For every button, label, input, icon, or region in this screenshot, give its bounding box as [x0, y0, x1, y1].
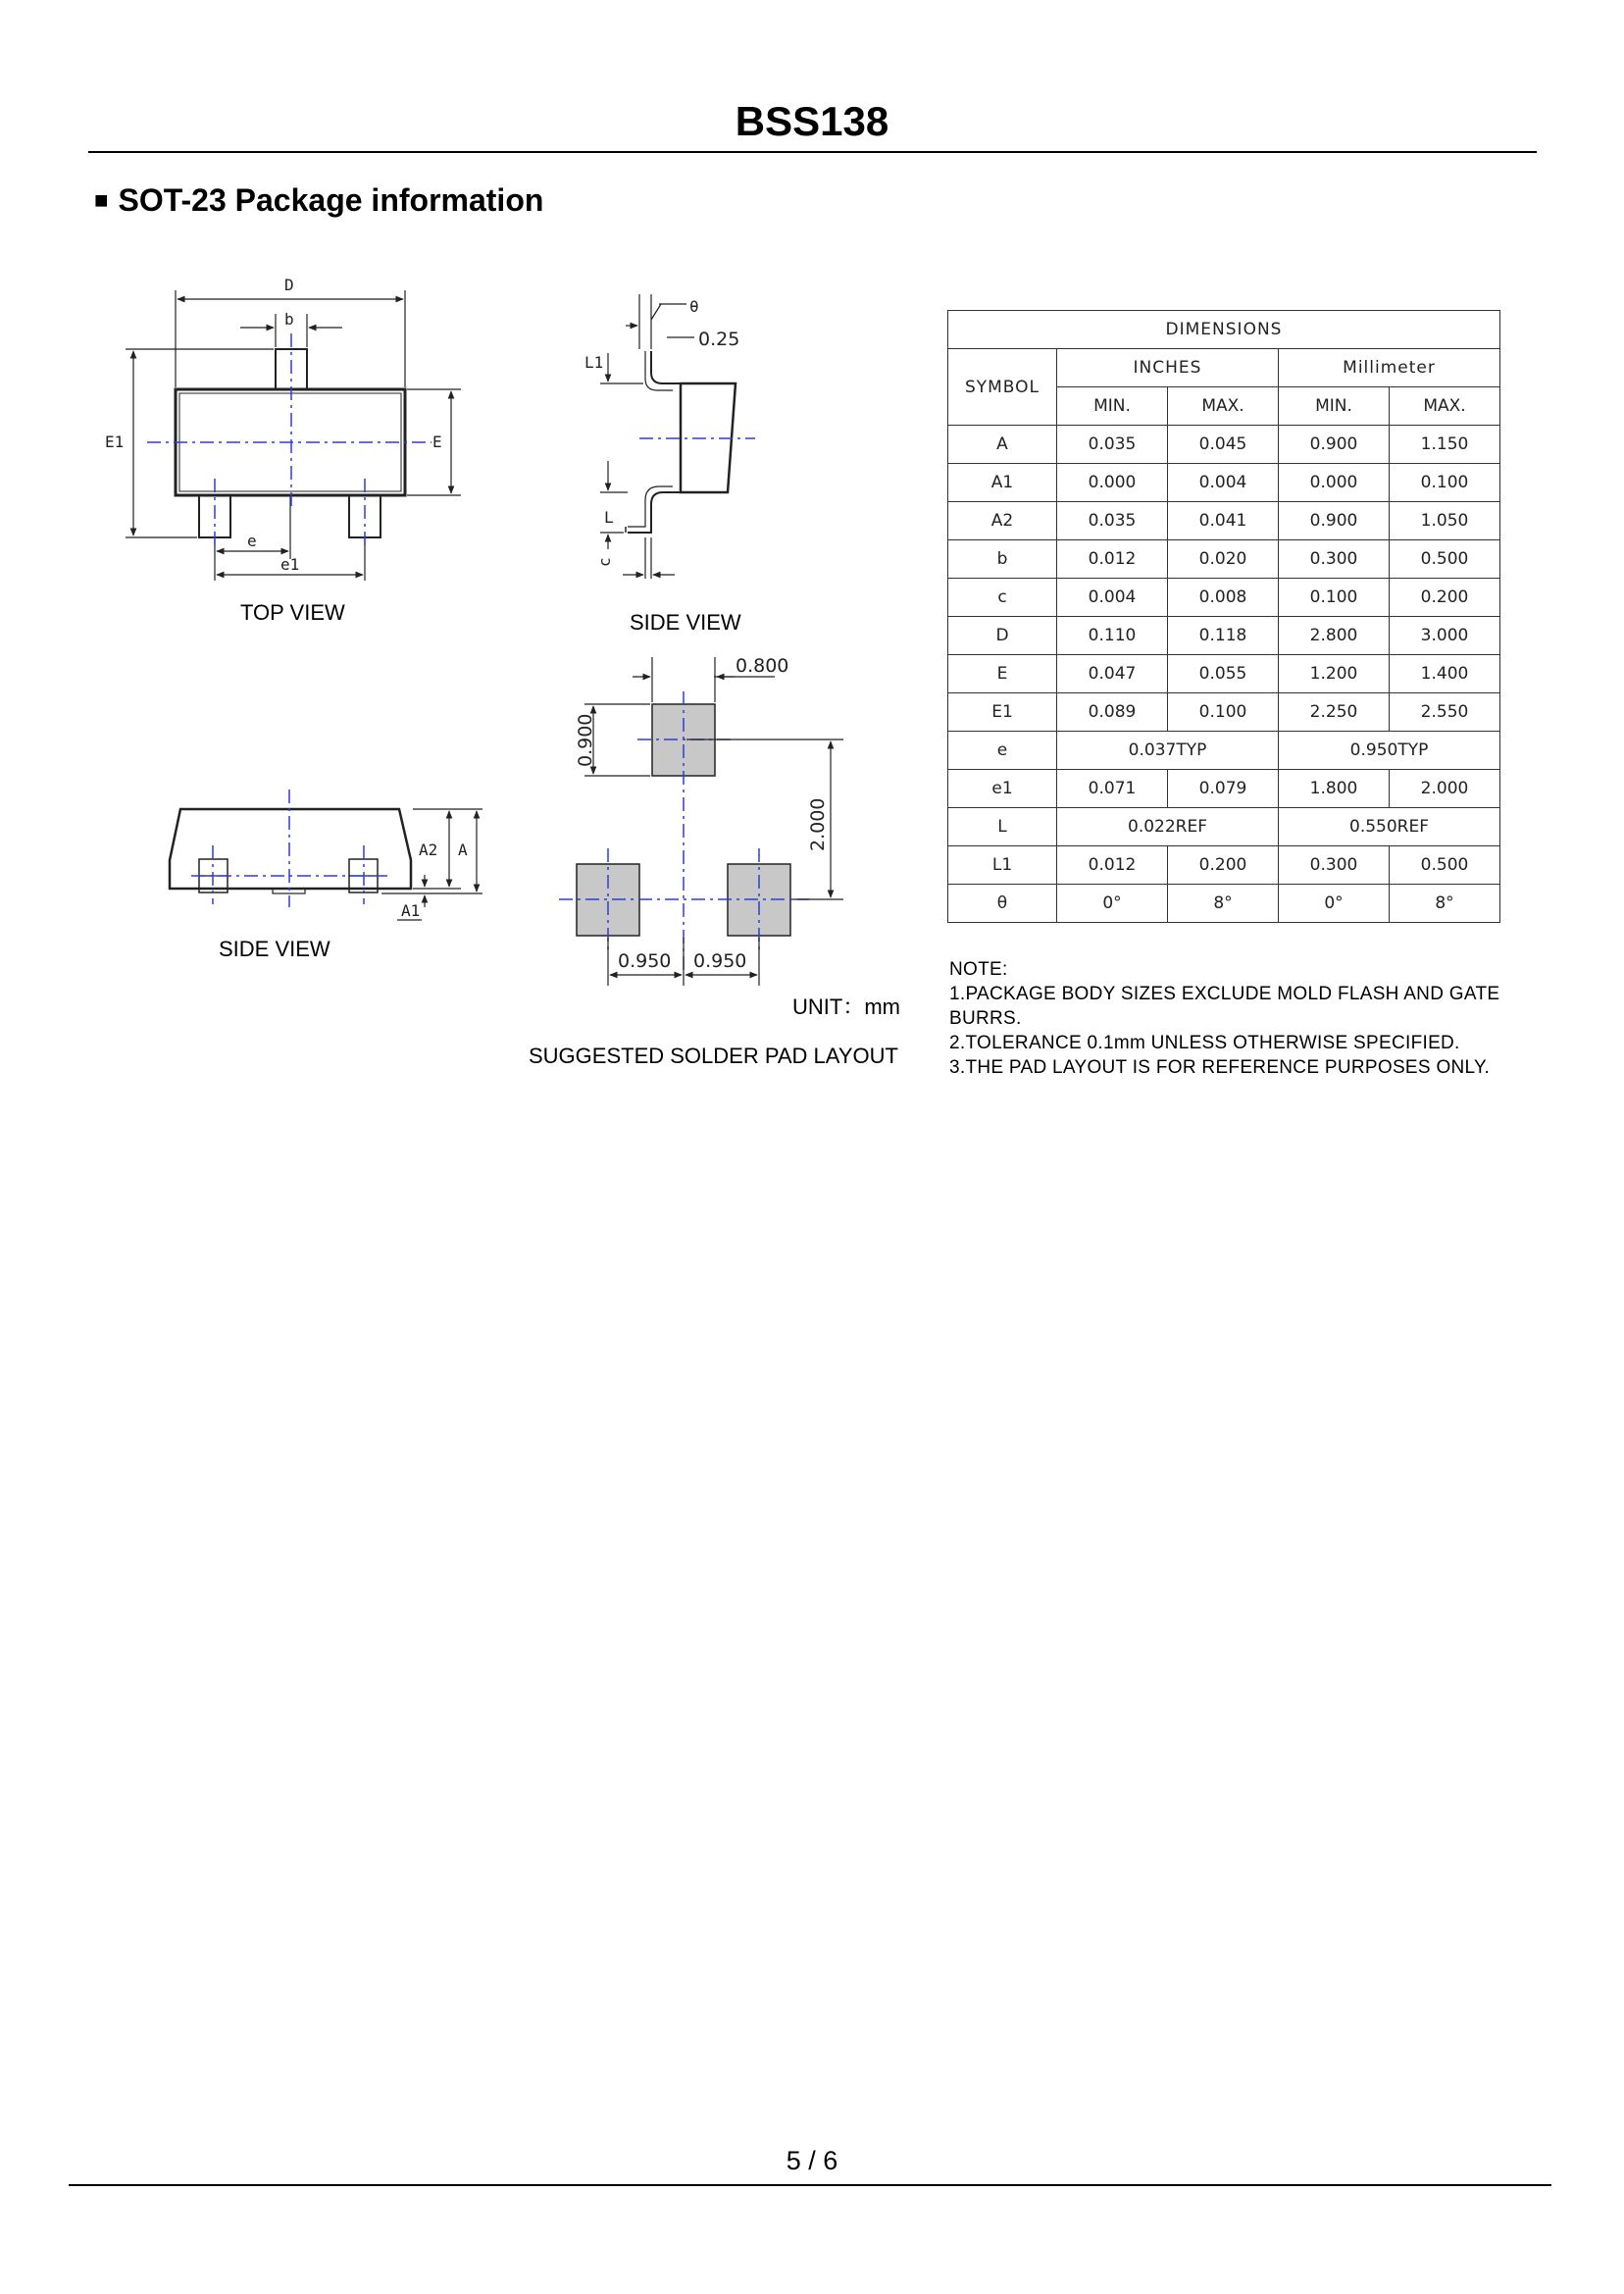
- mm-value-cell: 0.550REF: [1279, 808, 1500, 846]
- symbol-cell: E1: [948, 693, 1057, 732]
- inches-min-cell: 0.012: [1057, 846, 1168, 885]
- table-row: [948, 885, 1500, 923]
- side-view-label-a: A: [458, 841, 468, 859]
- mm-max-cell: 0.500: [1390, 846, 1500, 885]
- pad-pitch-left-dim: 0.950: [618, 950, 672, 972]
- symbol-cell: E: [948, 655, 1057, 693]
- inches-max-cell: 0.045: [1168, 426, 1279, 464]
- symbol-cell: e1: [948, 770, 1057, 808]
- symbol-cell: A1: [948, 464, 1057, 502]
- mm-max-cell: 1.400: [1390, 655, 1500, 693]
- top-view-centerlines: [147, 333, 431, 549]
- table-title: DIMENSIONS: [948, 311, 1500, 349]
- table-row: [948, 502, 1500, 540]
- footer-rule: [69, 2184, 1551, 2186]
- mm-min-cell: 0°: [1279, 885, 1390, 923]
- notes-title: NOTE:: [949, 959, 1008, 980]
- inches-max-cell: 0.200: [1168, 846, 1279, 885]
- top-view-label-b: b: [284, 310, 294, 329]
- millimeter-header: Millimeter: [1279, 349, 1500, 387]
- top-view-drawing: [126, 290, 461, 581]
- mm-min-cell: 0.900: [1279, 502, 1390, 540]
- symbol-header: SYMBOL: [948, 349, 1057, 426]
- mm-min-cell: 1.800: [1279, 770, 1390, 808]
- mm-value-cell: 0.950TYP: [1279, 732, 1500, 770]
- symbol-cell: b: [948, 540, 1057, 579]
- side-view-label-l1: L1: [584, 353, 604, 372]
- inches-min-cell: 0°: [1057, 885, 1168, 923]
- mm-min-cell: 0.300: [1279, 846, 1390, 885]
- inches-max-cell: 0.041: [1168, 502, 1279, 540]
- symbol-cell: e: [948, 732, 1057, 770]
- solder-pad-layout: [559, 657, 843, 986]
- inches-value-cell: 0.037TYP: [1057, 732, 1279, 770]
- side-view-label-gauge: 0.25: [698, 329, 740, 350]
- solder-pad-caption: SUGGESTED SOLDER PAD LAYOUT: [529, 1044, 898, 1068]
- mm-max-cell: 1.050: [1390, 502, 1500, 540]
- note-line-3: 2.TOLERANCE 0.1mm UNLESS OTHERWISE SPECIFIED.: [949, 1033, 1460, 1053]
- side-view-label-a2: A2: [419, 841, 438, 859]
- inches-max-cell: 0.079: [1168, 770, 1279, 808]
- table-row: [948, 693, 1500, 732]
- top-view-caption: TOP VIEW: [240, 600, 345, 625]
- table-row: [948, 464, 1500, 502]
- note-line-2: BURRS.: [949, 1008, 1022, 1029]
- symbol-cell: A: [948, 426, 1057, 464]
- table-row: [948, 770, 1500, 808]
- inches-max-cell: 0.100: [1168, 693, 1279, 732]
- top-view-label-e1-height: E1: [105, 433, 125, 451]
- package-drawings: [0, 0, 941, 1089]
- inches-header: INCHES: [1057, 349, 1279, 387]
- pad-span-dim: 2.000: [807, 797, 829, 851]
- pad-width-dim: 0.800: [736, 655, 789, 677]
- side-view-profile-caption: SIDE VIEW: [630, 610, 741, 635]
- table-row: [948, 808, 1500, 846]
- mm-max-cell: 8°: [1390, 885, 1500, 923]
- side-view-label-c: c: [595, 557, 614, 567]
- symbol-cell: θ: [948, 885, 1057, 923]
- side-view-label-l: L: [604, 508, 614, 527]
- mm-min-cell: 2.800: [1279, 617, 1390, 655]
- table-group-row: [948, 349, 1500, 387]
- mm-min-cell: 0.000: [1279, 464, 1390, 502]
- top-view-label-e-height: E: [432, 433, 442, 451]
- inches-min-cell: 0.047: [1057, 655, 1168, 693]
- side-view-front-caption: SIDE VIEW: [219, 937, 330, 961]
- section-heading-text: SOT-23 Package information: [118, 182, 544, 218]
- note-line-1: 1.PACKAGE BODY SIZES EXCLUDE MOLD FLASH AND GATE: [949, 984, 1500, 1004]
- top-view-label-d: D: [284, 276, 294, 294]
- table-row: [948, 579, 1500, 617]
- mm-max-cell: 1.150: [1390, 426, 1500, 464]
- inches-max-cell: 0.020: [1168, 540, 1279, 579]
- table-row: [948, 655, 1500, 693]
- inches-min-header: MIN.: [1057, 387, 1168, 426]
- mm-min-cell: 0.100: [1279, 579, 1390, 617]
- inches-min-cell: 0.071: [1057, 770, 1168, 808]
- mm-max-header: MAX.: [1390, 387, 1500, 426]
- side-view-front-drawing: [170, 809, 482, 920]
- inches-min-cell: 0.035: [1057, 426, 1168, 464]
- page-number: 5 / 6: [786, 2146, 838, 2175]
- symbol-cell: D: [948, 617, 1057, 655]
- inches-min-cell: 0.012: [1057, 540, 1168, 579]
- table-row: [948, 732, 1500, 770]
- inches-max-cell: 8°: [1168, 885, 1279, 923]
- mm-max-cell: 0.100: [1390, 464, 1500, 502]
- mm-max-cell: 2.550: [1390, 693, 1500, 732]
- bullet-icon: ■: [94, 187, 109, 214]
- mm-min-cell: 0.300: [1279, 540, 1390, 579]
- unit-label: UNIT：mm: [792, 994, 900, 1019]
- symbol-cell: c: [948, 579, 1057, 617]
- table-title-row: [948, 311, 1500, 349]
- symbol-cell: L1: [948, 846, 1057, 885]
- mm-max-cell: 0.200: [1390, 579, 1500, 617]
- note-line-4: 3.THE PAD LAYOUT IS FOR REFERENCE PURPOSES ONLY.: [949, 1057, 1491, 1078]
- mm-min-header: MIN.: [1279, 387, 1390, 426]
- dimensions-table: [947, 310, 1500, 923]
- mm-max-cell: 2.000: [1390, 770, 1500, 808]
- pad-pitch-right-dim: 0.950: [693, 950, 747, 972]
- inches-min-cell: 0.110: [1057, 617, 1168, 655]
- inches-min-cell: 0.035: [1057, 502, 1168, 540]
- pad-height-dim: 0.900: [575, 713, 596, 767]
- mm-min-cell: 1.200: [1279, 655, 1390, 693]
- top-view-label-e1-span: e1: [280, 555, 300, 574]
- inches-min-cell: 0.089: [1057, 693, 1168, 732]
- table-row: [948, 846, 1500, 885]
- inches-max-cell: 0.055: [1168, 655, 1279, 693]
- inches-min-cell: 0.004: [1057, 579, 1168, 617]
- top-view-label-e-pitch: e: [247, 532, 257, 550]
- inches-max-cell: 0.008: [1168, 579, 1279, 617]
- symbol-cell: A2: [948, 502, 1057, 540]
- page-title: BSS138: [735, 98, 889, 144]
- side-view-label-a1: A1: [401, 901, 421, 920]
- inches-max-cell: 0.004: [1168, 464, 1279, 502]
- mm-max-cell: 3.000: [1390, 617, 1500, 655]
- inches-min-cell: 0.000: [1057, 464, 1168, 502]
- mm-max-cell: 0.500: [1390, 540, 1500, 579]
- side-view-label-theta: θ: [689, 297, 699, 316]
- table-row: [948, 426, 1500, 464]
- table-row: [948, 540, 1500, 579]
- inches-value-cell: 0.022REF: [1057, 808, 1279, 846]
- table-row: [948, 617, 1500, 655]
- symbol-cell: L: [948, 808, 1057, 846]
- inches-max-header: MAX.: [1168, 387, 1279, 426]
- mm-min-cell: 0.900: [1279, 426, 1390, 464]
- notes: [949, 957, 1538, 1080]
- mm-min-cell: 2.250: [1279, 693, 1390, 732]
- inches-max-cell: 0.118: [1168, 617, 1279, 655]
